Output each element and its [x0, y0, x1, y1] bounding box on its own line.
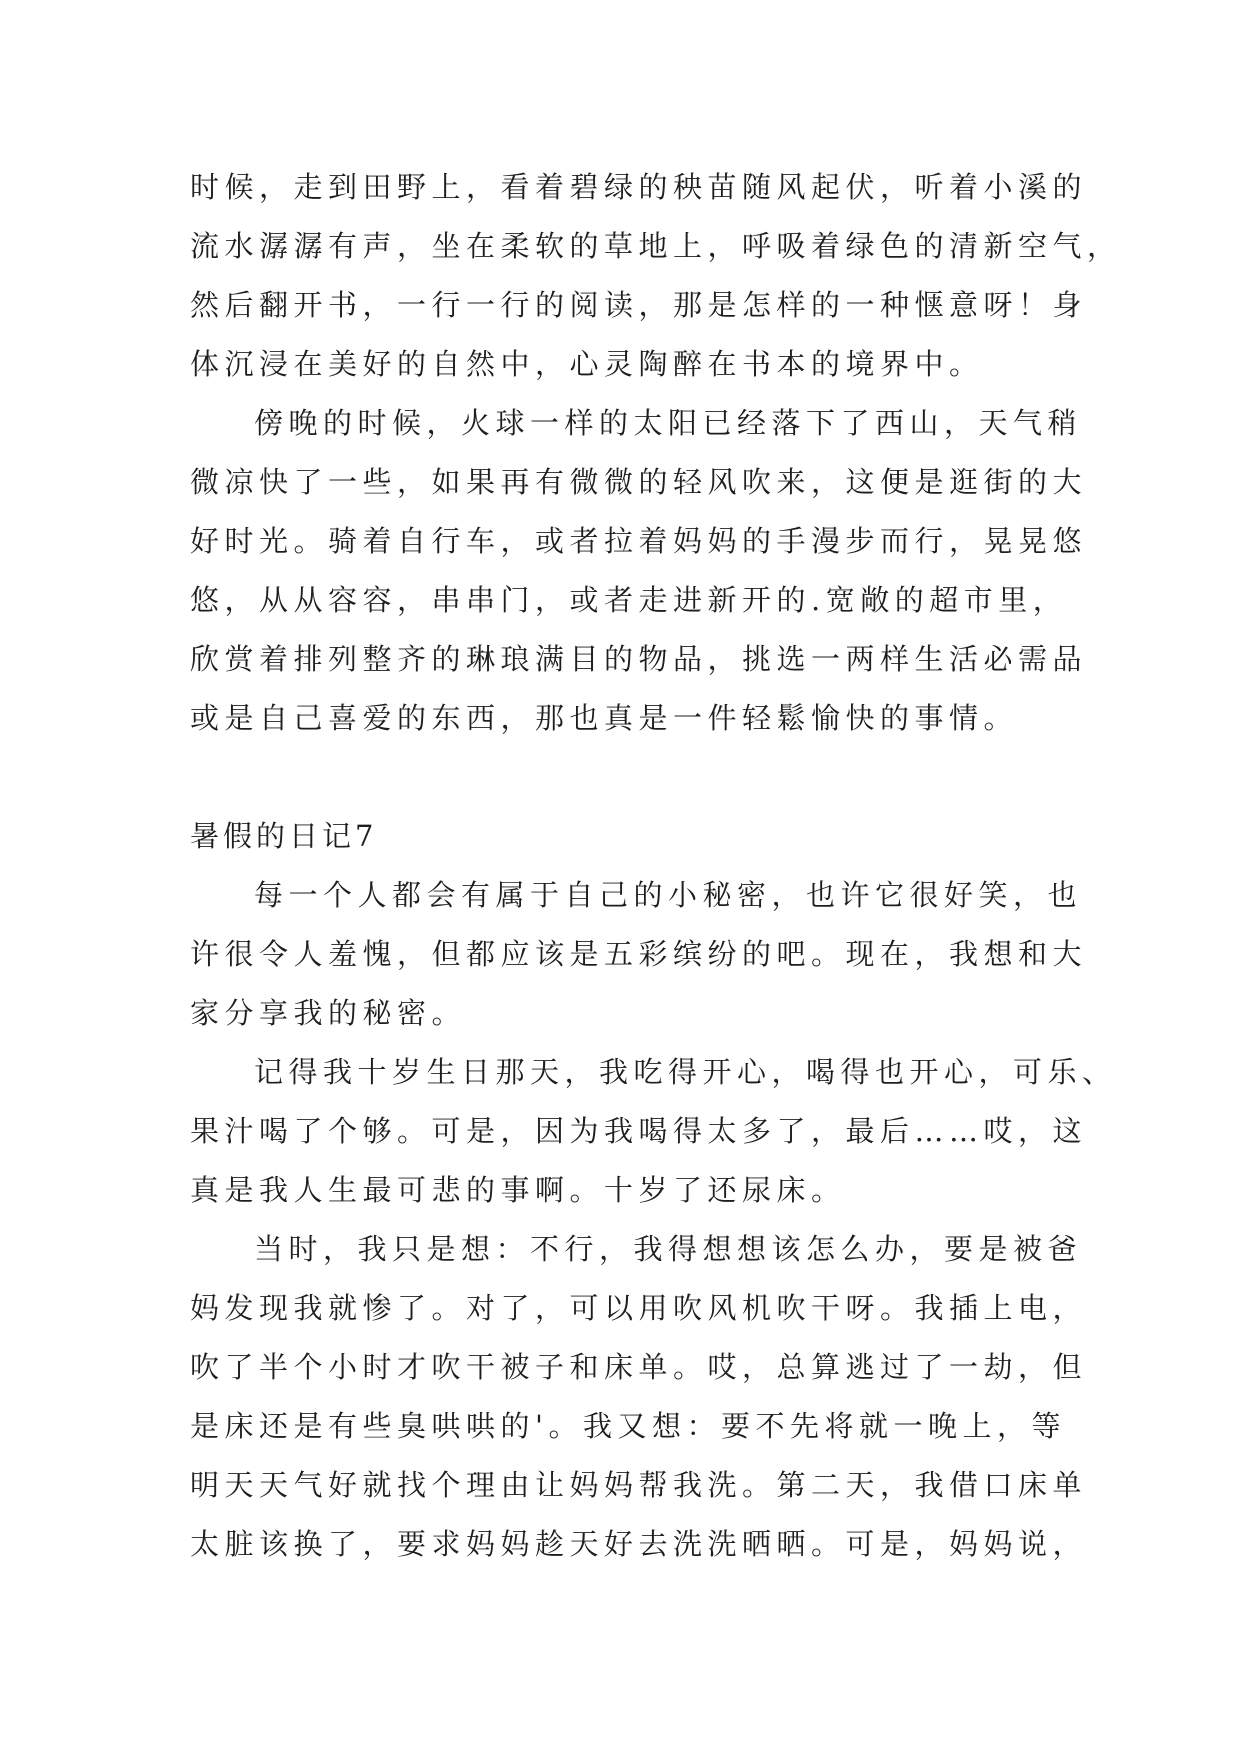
paragraph-hairdryer	[190, 1220, 1088, 1574]
text-line: 每一个人都会有属于自己的小秘密，也许它很好笑，也	[254, 878, 1083, 912]
text-line: 妈发现我就惨了。对了，可以用吹风机吹干呀。我插上电，	[190, 1291, 1088, 1325]
text-line: 果汁喝了个够。可是，因为我喝得太多了，最后……哎，这	[190, 1114, 1088, 1148]
text-line: 吹了半个小时才吹干被子和床单。哎，总算逃过了一劫，但	[190, 1350, 1088, 1384]
text-line: 太脏该换了，要求妈妈趁天好去洗洗晒晒。可是，妈妈说，	[190, 1527, 1088, 1561]
document-body	[190, 158, 1122, 1574]
text-line: 体沉浸在美好的自然中，心灵陶醉在书本的境界中。	[190, 347, 984, 381]
diary-heading: 暑假的日记7	[190, 819, 378, 853]
text-line: 悠，从从容容，串串门，或者走进新开的.宽敞的超市里，	[190, 583, 1068, 617]
paragraph-continued	[190, 158, 1122, 394]
text-line: 好时光。骑着自行车，或者拉着妈妈的手漫步而行，晃晃悠	[190, 524, 1088, 558]
text-line: 时候，走到田野上，看着碧绿的秧苗随风起伏，听着小溪的	[190, 170, 1088, 204]
text-line: 傍晚的时候，火球一样的太阳已经落下了西山，天气稍	[254, 406, 1083, 440]
text-line: 记得我十岁生日那天，我吃得开心，喝得也开心，可乐、	[254, 1055, 1117, 1089]
text-line: 真是我人生最可悲的事啊。十岁了还尿床。	[190, 1173, 846, 1207]
paragraph-secret-intro	[190, 866, 1088, 1043]
text-line: 微凉快了一些，如果再有微微的轻风吹来，这便是逛街的大	[190, 465, 1088, 499]
text-line: 是床还是有些臭哄哄的'。我又想：要不先将就一晚上，等	[190, 1409, 1066, 1443]
text-line: 欣赏着排列整齐的琳琅满目的物品，挑选一两样生活必需品	[190, 642, 1088, 676]
text-line: 流水潺潺有声，坐在柔软的草地上，呼吸着绿色的清新空气，	[190, 229, 1122, 263]
text-line: 或是自己喜爱的东西，那也真是一件轻鬆愉快的事情。	[190, 701, 1019, 735]
text-line: 许很令人羞愧，但都应该是五彩缤纷的吧。现在，我想和大	[190, 937, 1088, 971]
text-line: 明天天气好就找个理由让妈妈帮我洗。第二天，我借口床单	[190, 1468, 1088, 1502]
paragraph-evening	[190, 394, 1088, 748]
text-line: 家分享我的秘密。	[190, 996, 467, 1030]
text-line: 当时，我只是想：不行，我得想想该怎么办，要是被爸	[254, 1232, 1083, 1266]
paragraph-birthday	[190, 1043, 1117, 1220]
section-gap	[190, 748, 1060, 807]
text-line: 然后翻开书，一行一行的阅读，那是怎样的一种惬意呀！身	[190, 288, 1088, 322]
